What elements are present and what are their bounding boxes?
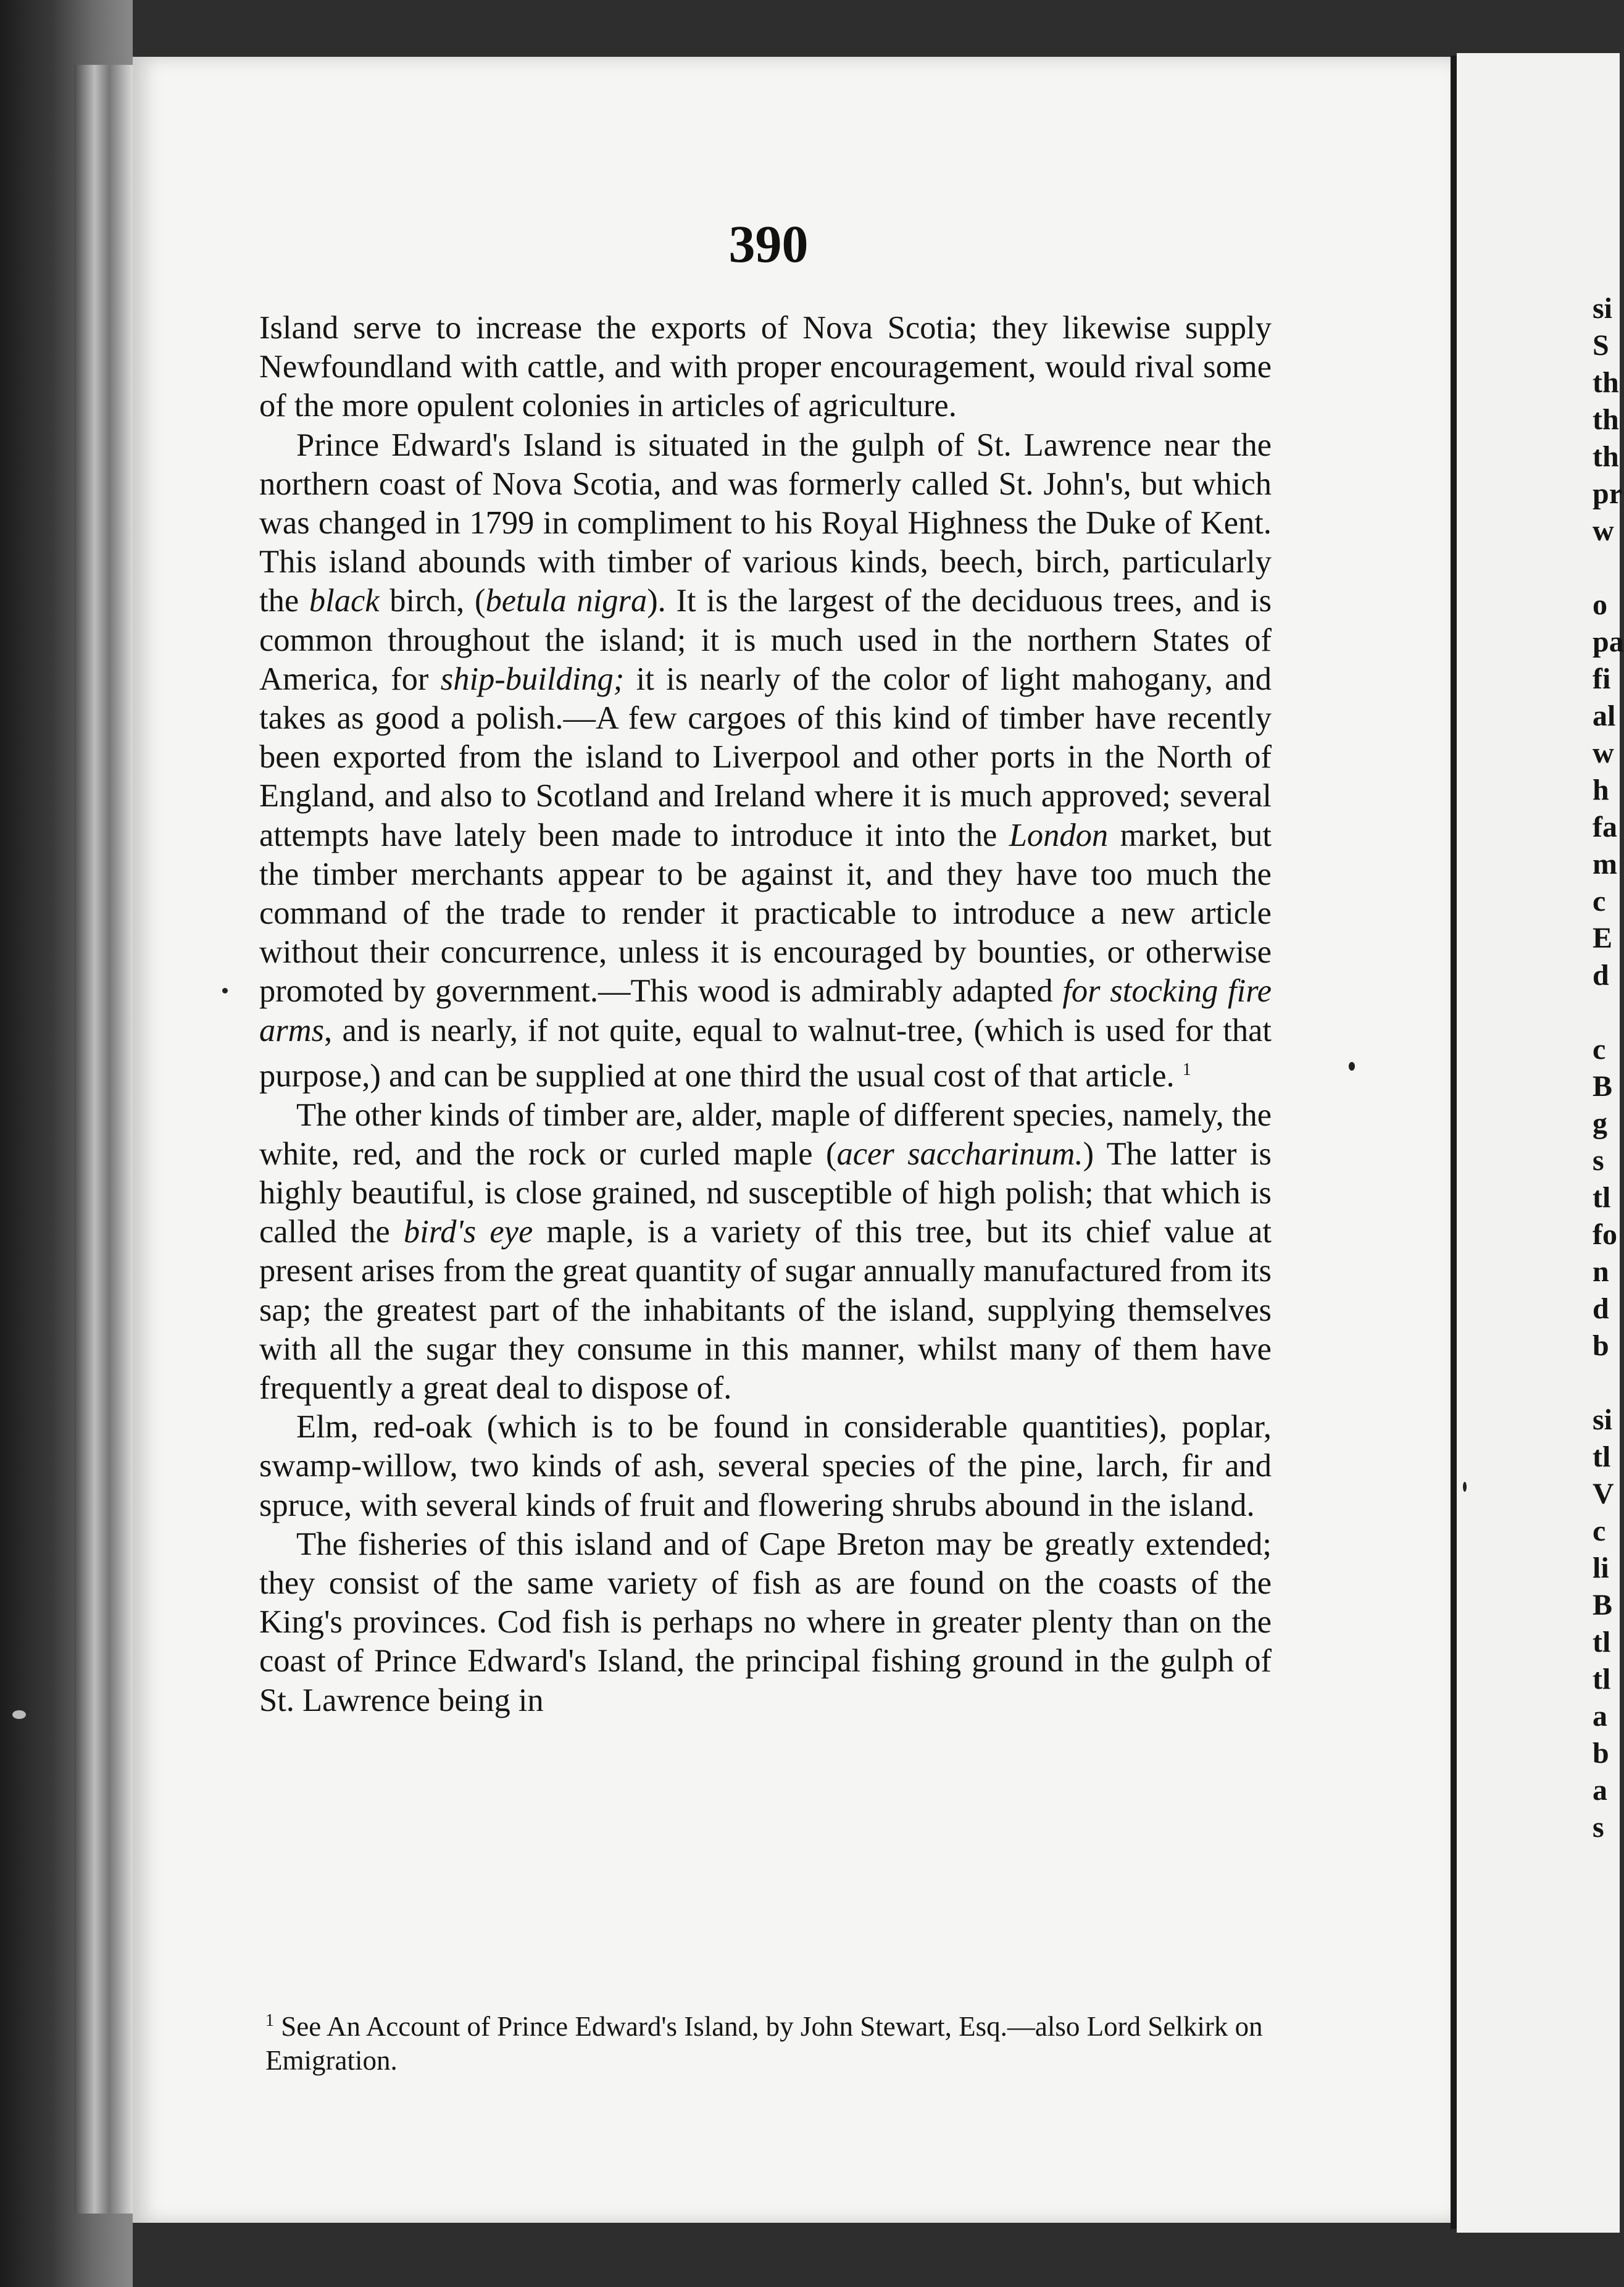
facing-page-line: S	[1593, 329, 1609, 362]
body-text	[259, 309, 1272, 1720]
facing-page-line: m	[1593, 848, 1617, 880]
page-gutter	[1451, 56, 1457, 2229]
facing-page-line	[1593, 550, 1620, 587]
facing-page-line: c	[1593, 1033, 1606, 1066]
facing-page-line: b	[1593, 1329, 1609, 1362]
footnote-reference: 1	[1182, 1060, 1191, 1079]
scan-speck	[12, 1710, 26, 1719]
facing-page-line: th	[1593, 403, 1619, 436]
facing-page-line: tl	[1593, 1181, 1611, 1214]
facing-page-line	[1593, 994, 1620, 1031]
page-number: 390	[728, 214, 809, 274]
facing-page-line: th	[1593, 366, 1619, 399]
facing-page-line: tl	[1593, 1440, 1611, 1473]
facing-page-line: fa	[1593, 811, 1617, 843]
facing-page-line: o	[1593, 588, 1607, 621]
facing-page-line: pa	[1593, 625, 1624, 658]
footnote	[265, 2004, 1272, 2078]
facing-page-line: pr	[1593, 477, 1622, 510]
page-edges	[74, 65, 133, 2214]
facing-page-line: h	[1593, 774, 1609, 806]
facing-page-line: s	[1593, 1144, 1604, 1177]
facing-page-line: fi	[1593, 663, 1611, 695]
facing-page-line: tl	[1593, 1663, 1611, 1695]
facing-page-line: B	[1593, 1589, 1613, 1621]
facing-page-line: si	[1593, 1403, 1613, 1436]
facing-page-line: V	[1593, 1478, 1614, 1510]
facing-page-line: E	[1593, 922, 1613, 955]
paragraph-1: Island serve to increase the exports of Nova Scotia; they likewise supply Newfoundland with cattle, and with proper encouragement, would rival some of the more opulent colonies in articles of agriculture.	[259, 310, 1272, 424]
facing-page-line: a	[1593, 1774, 1607, 1807]
paragraph-3: The other kinds of timber are, alder, maple of different species, namely, the white, red, and the rock or curled maple (acer saccharinum.) The latter is highly beautiful, is close grained, nd susceptible of high polish; that which is called the bird's eye maple, is a variety of this tree, but its chief value at present arises from the great quantity of sugar annually manufactured from its sap; the greatest part of the inhabitants of the island, supplying themselves with all the sugar they consume in this manner, whilst many of them have frequently a great deal to dispose of.	[259, 1097, 1272, 1406]
scan-speck	[222, 988, 228, 993]
facing-page-line: g	[1593, 1107, 1607, 1140]
facing-page-line: c	[1593, 1515, 1606, 1547]
paragraph-4: Elm, red-oak (which is to be found in considerable quantities), poplar, swamp-willow, two kinds of ash, several species of the pine, larch, fir and spruce, with several kinds of fruit and flowering shrubs abound in the island.	[259, 1409, 1272, 1523]
facing-page-line: n	[1593, 1255, 1609, 1288]
footnote-text: See An Account of Prince Edward's Island, by John Stewart, Esq.—also Lord Selkirk on Emigration.	[265, 2011, 1263, 2076]
facing-page-line: d	[1593, 959, 1609, 992]
facing-page-line: B	[1593, 1070, 1613, 1103]
facing-page-line: d	[1593, 1292, 1609, 1325]
facing-page-line: s	[1593, 1811, 1604, 1844]
scan-speck	[1349, 1062, 1355, 1071]
facing-page-line: a	[1593, 1700, 1607, 1733]
facing-page-line: tl	[1593, 1626, 1611, 1658]
facing-page-line: w	[1593, 737, 1614, 769]
paragraph-2: Prince Edward's Island is situated in the gulph of St. Lawrence near the northern coast of Nova Scotia, and was formerly called St. John's, but which was changed in 1799 in compliment to his Royal Highness the Duke of Kent. This island abounds with timber of various kinds, beech, birch, particularly the black birch, (betula nigra). It is the largest of the deciduous trees, and is common throughout the island; it is much used in the northern States of America, for ship-building; it is nearly of the color of light mahogany, and takes as good a polish.—A few cargoes of this kind of timber have recently been exported from the island to Liverpool and other ports in the North of England, and also to Scotland and Ireland where it is much approved; several attempts have lately been made to introduce it into the London market, but the timber merchants appear to be against it, and they have too much the command of the trade to render it practicable to introduce a new article without their concurrence, unless it is encouraged by bounties, or otherwise promoted by government.—This wood is admirably adapted for stocking fire arms, and is nearly, if not quite, equal to walnut-tree, (which is used for that purpose,) and can be supplied at one third the usual cost of that article. $^1$	[259, 427, 1272, 1094]
facing-page-line	[1593, 1365, 1620, 1402]
facing-page-line: li	[1593, 1552, 1609, 1584]
facing-page-line: th	[1593, 440, 1619, 473]
scan-speck	[1463, 1482, 1467, 1492]
facing-page-line: c	[1593, 885, 1606, 918]
footnote-mark: 1	[265, 2011, 274, 2030]
facing-page-line: w	[1593, 514, 1614, 547]
facing-page-line: si	[1593, 292, 1613, 325]
paragraph-5: The fisheries of this island and of Cape Breton may be greatly extended; they consist of the same variety of fish as are found on the coasts of the King's provinces. Cod fish is perhaps no where in greater plenty than on the coast of Prince Edward's Island, the principal fishing ground in the gulph of St. Lawrence being in	[259, 1526, 1272, 1718]
facing-page-line: b	[1593, 1737, 1609, 1770]
facing-page-line: fo	[1593, 1218, 1617, 1251]
facing-page-line: al	[1593, 700, 1616, 732]
facing-page-text	[1593, 290, 1624, 1846]
